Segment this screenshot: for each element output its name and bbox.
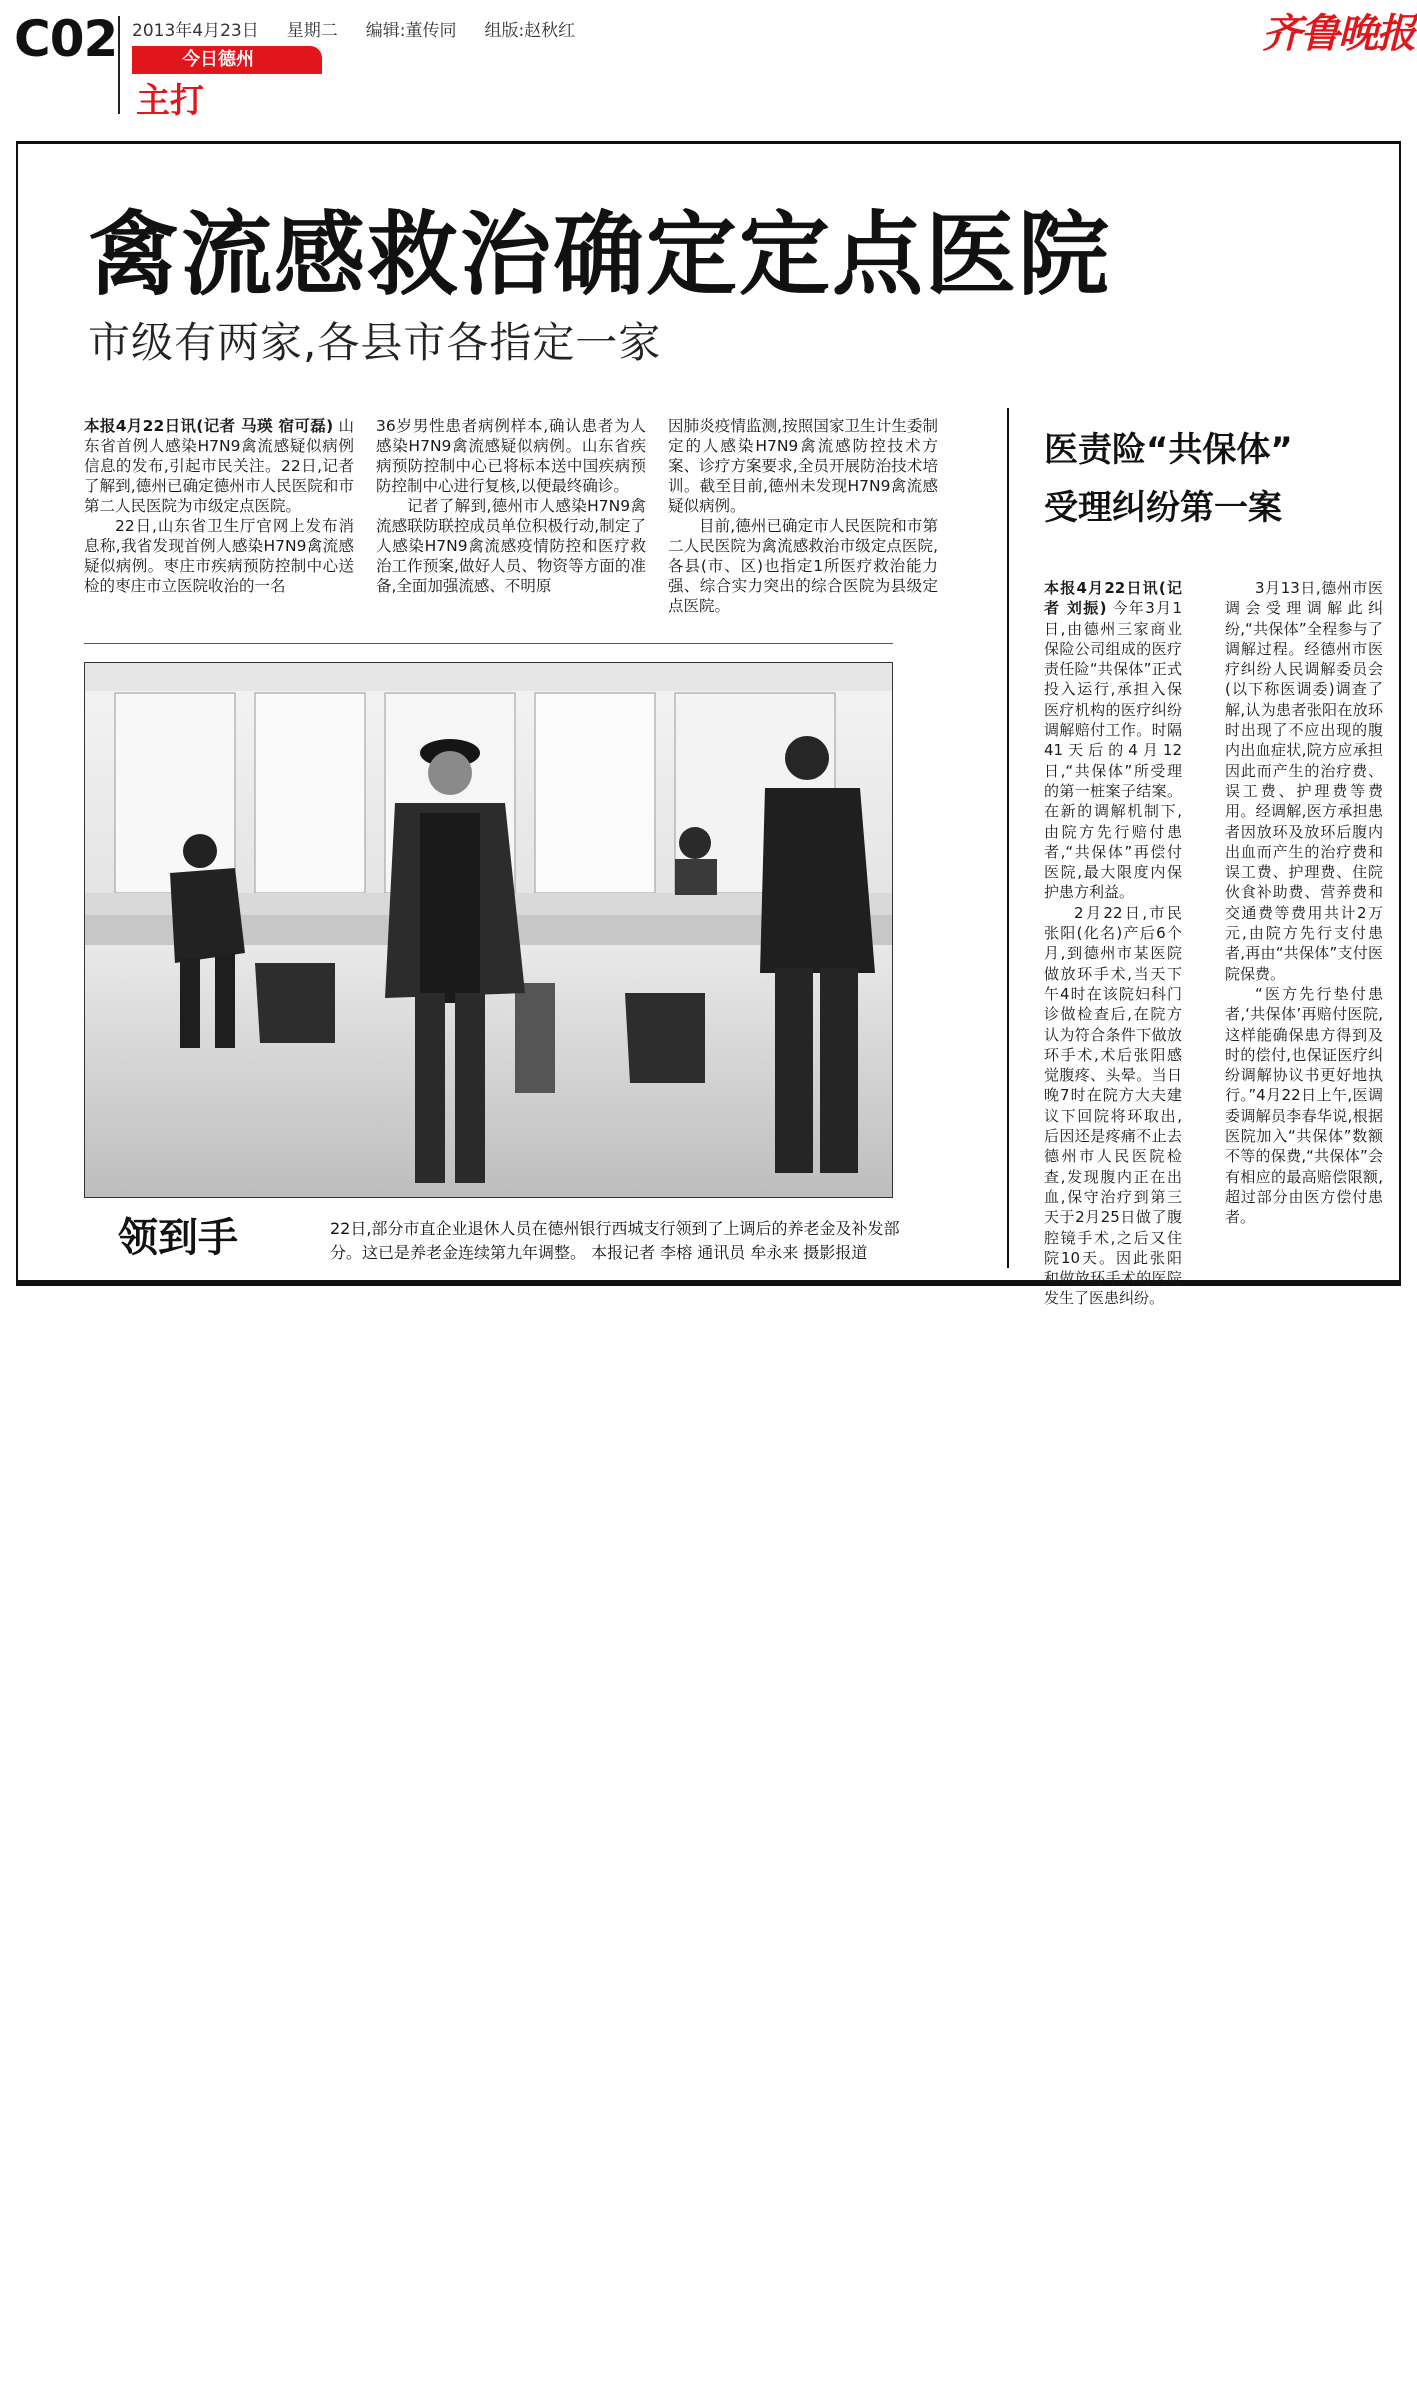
page-number: C02 bbox=[14, 10, 118, 68]
header-meta bbox=[132, 16, 603, 41]
sidebar-column-2 bbox=[1225, 578, 1383, 1228]
sidebar-column-1 bbox=[1044, 578, 1182, 1309]
editor-credit: 编辑:董传同 bbox=[365, 21, 457, 41]
article-column-2 bbox=[376, 416, 646, 596]
photo-label: 领到手 bbox=[118, 1215, 238, 1261]
paragraph: 2月22日,市民张阳(化名)产后6个月,到德州市某医院做放环手术,当天下午4时在该院妇科门诊做检查后,在院方认为符合条件下做放环手术,术后张阳感觉腹疼、头晕。当日晚7时在院方大夫建议下回院将环取出,后因还是疼痛不止去德州市人民医院检查,发现腹内正在出血,保守治疗到第三天于2月25日做了腹腔镜手术,之后又住院10天。因此张阳和做放环手术的医院发生了医患纠纷。 bbox=[1044, 903, 1182, 1308]
paragraph: 今年3月1日,由德州三家商业保险公司组成的医疗责任险“共保体”正式投入运行,承担入保医疗机构的医疗纠纷调解赔付工作。时隔41天后的4月12日,“共保体”所受理的第一桩案子结案。在新的调解机制下,由院方先行赔付患者,“共保体”再偿付医院,最大限度内保护患方利益。 bbox=[1044, 599, 1182, 902]
article-column-1 bbox=[84, 416, 354, 596]
issue-date: 2013年4月23日 bbox=[132, 21, 259, 41]
article-column-3 bbox=[668, 416, 938, 616]
divider bbox=[84, 643, 893, 644]
sidebar-title-line2: 受理纠纷第一案 bbox=[1044, 488, 1282, 528]
article-headline: 禽流感救治确定定点医院 bbox=[88, 202, 1112, 308]
column-tag: 主打 bbox=[136, 81, 204, 121]
paragraph: 目前,德州已确定市人民医院和市第二人民医院为禽流感救治市级定点医院,各县(市、区)也指定1所医疗救治能力强、综合实力突出的综合医院为县级定点医院。 bbox=[668, 517, 938, 615]
bank-hall-photo bbox=[85, 663, 893, 1198]
sidebar-title: 医责险“共保体” bbox=[1044, 430, 1293, 470]
paragraph: “医方先行垫付患者,‘共保体’再赔付医院,这样能确保患方得到及时的偿付,也保证医疗纠纷调解协议书更好地执行。”4月22日上午,医调委调解员李春华说,根据医院加入“共保体”数额不等的保费,“共保体”会有相应的最高赔偿限额,超过部分由医方偿付患者。 bbox=[1225, 984, 1383, 1227]
issue-weekday: 星期二 bbox=[286, 21, 338, 41]
paragraph: 因肺炎疫情监测,按照国家卫生计生委制定的人感染H7N9禽流感防控技术方案、诊疗方案要求,全员开展防治技术培训。截至目前,德州未发现H7N9禽流感疑似病例。 bbox=[668, 417, 938, 515]
sidebar-divider bbox=[1007, 408, 1009, 1268]
layout-credit: 组版:赵秋红 bbox=[484, 21, 576, 41]
paragraph: 3月13日,德州市医调会受理调解此纠纷,“共保体”全程参与了调解过程。经德州市医疗纠纷人民调解委员会(以下称医调委)调查了解,认为患者张阳在放环时出现了不应出现的腹内出血症状,院方应承担因此而产生的治疗费、误工费、护理费等费用。经调解,医方承担患者因放环及放环后腹内出血而产生的治疗费和误工费、护理费、住院伙食补助费、营养费和交通费等费用共计2万元,由院方先行支付患者,再由“共保体”支付医院保费。 bbox=[1225, 579, 1383, 983]
paragraph: 记者了解到,德州市人感染H7N9禽流感联防联控成员单位积极行动,制定了人感染H7N9禽流感疫情防控和医疗救治工作预案,做好人员、物资等方面的准备,全面加强流感、不明原 bbox=[376, 497, 646, 595]
paragraph: 山东省首例人感染H7N9禽流感疑似病例信息的发布,引起市民关注。22日,记者了解到,德州已确定德州市人民医院和市第二人民医院为市级定点医院。 bbox=[84, 417, 354, 515]
news-photo bbox=[84, 662, 893, 1198]
photo-caption: 22日,部分市直企业退休人员在德州银行西城支行领到了上调后的养老金及补发部分。这已是养老金连续第九年调整。 本报记者 李榕 通讯员 牟永来 摄影报道 bbox=[330, 1219, 900, 1262]
paragraph: 22日,山东省卫生厅官网上发布消息称,我省发现首例人感染H7N9禽流感疑似病例。枣庄市疾病预防控制中心送检的枣庄市立医院收治的一名 bbox=[84, 517, 354, 595]
paragraph: 36岁男性患者病例样本,确认患者为人感染H7N9禽流感疑似病例。山东省疾病预防控制中心已将标本送中国疾病预防控制中心进行复核,以便最终确诊。 bbox=[376, 417, 646, 495]
article-subhead: 市级有两家,各县市各指定一家 bbox=[88, 318, 662, 367]
dateline: 本报4月22日讯(记者 马瑛 宿可磊) bbox=[84, 417, 334, 435]
header-divider bbox=[118, 16, 120, 114]
sidebar-dateline: 本报4月22日讯(记者 刘振) bbox=[1044, 579, 1182, 618]
newspaper-logo: 齐鲁晚报 bbox=[1262, 10, 1414, 57]
section-tab: 今日德州 bbox=[132, 46, 322, 74]
